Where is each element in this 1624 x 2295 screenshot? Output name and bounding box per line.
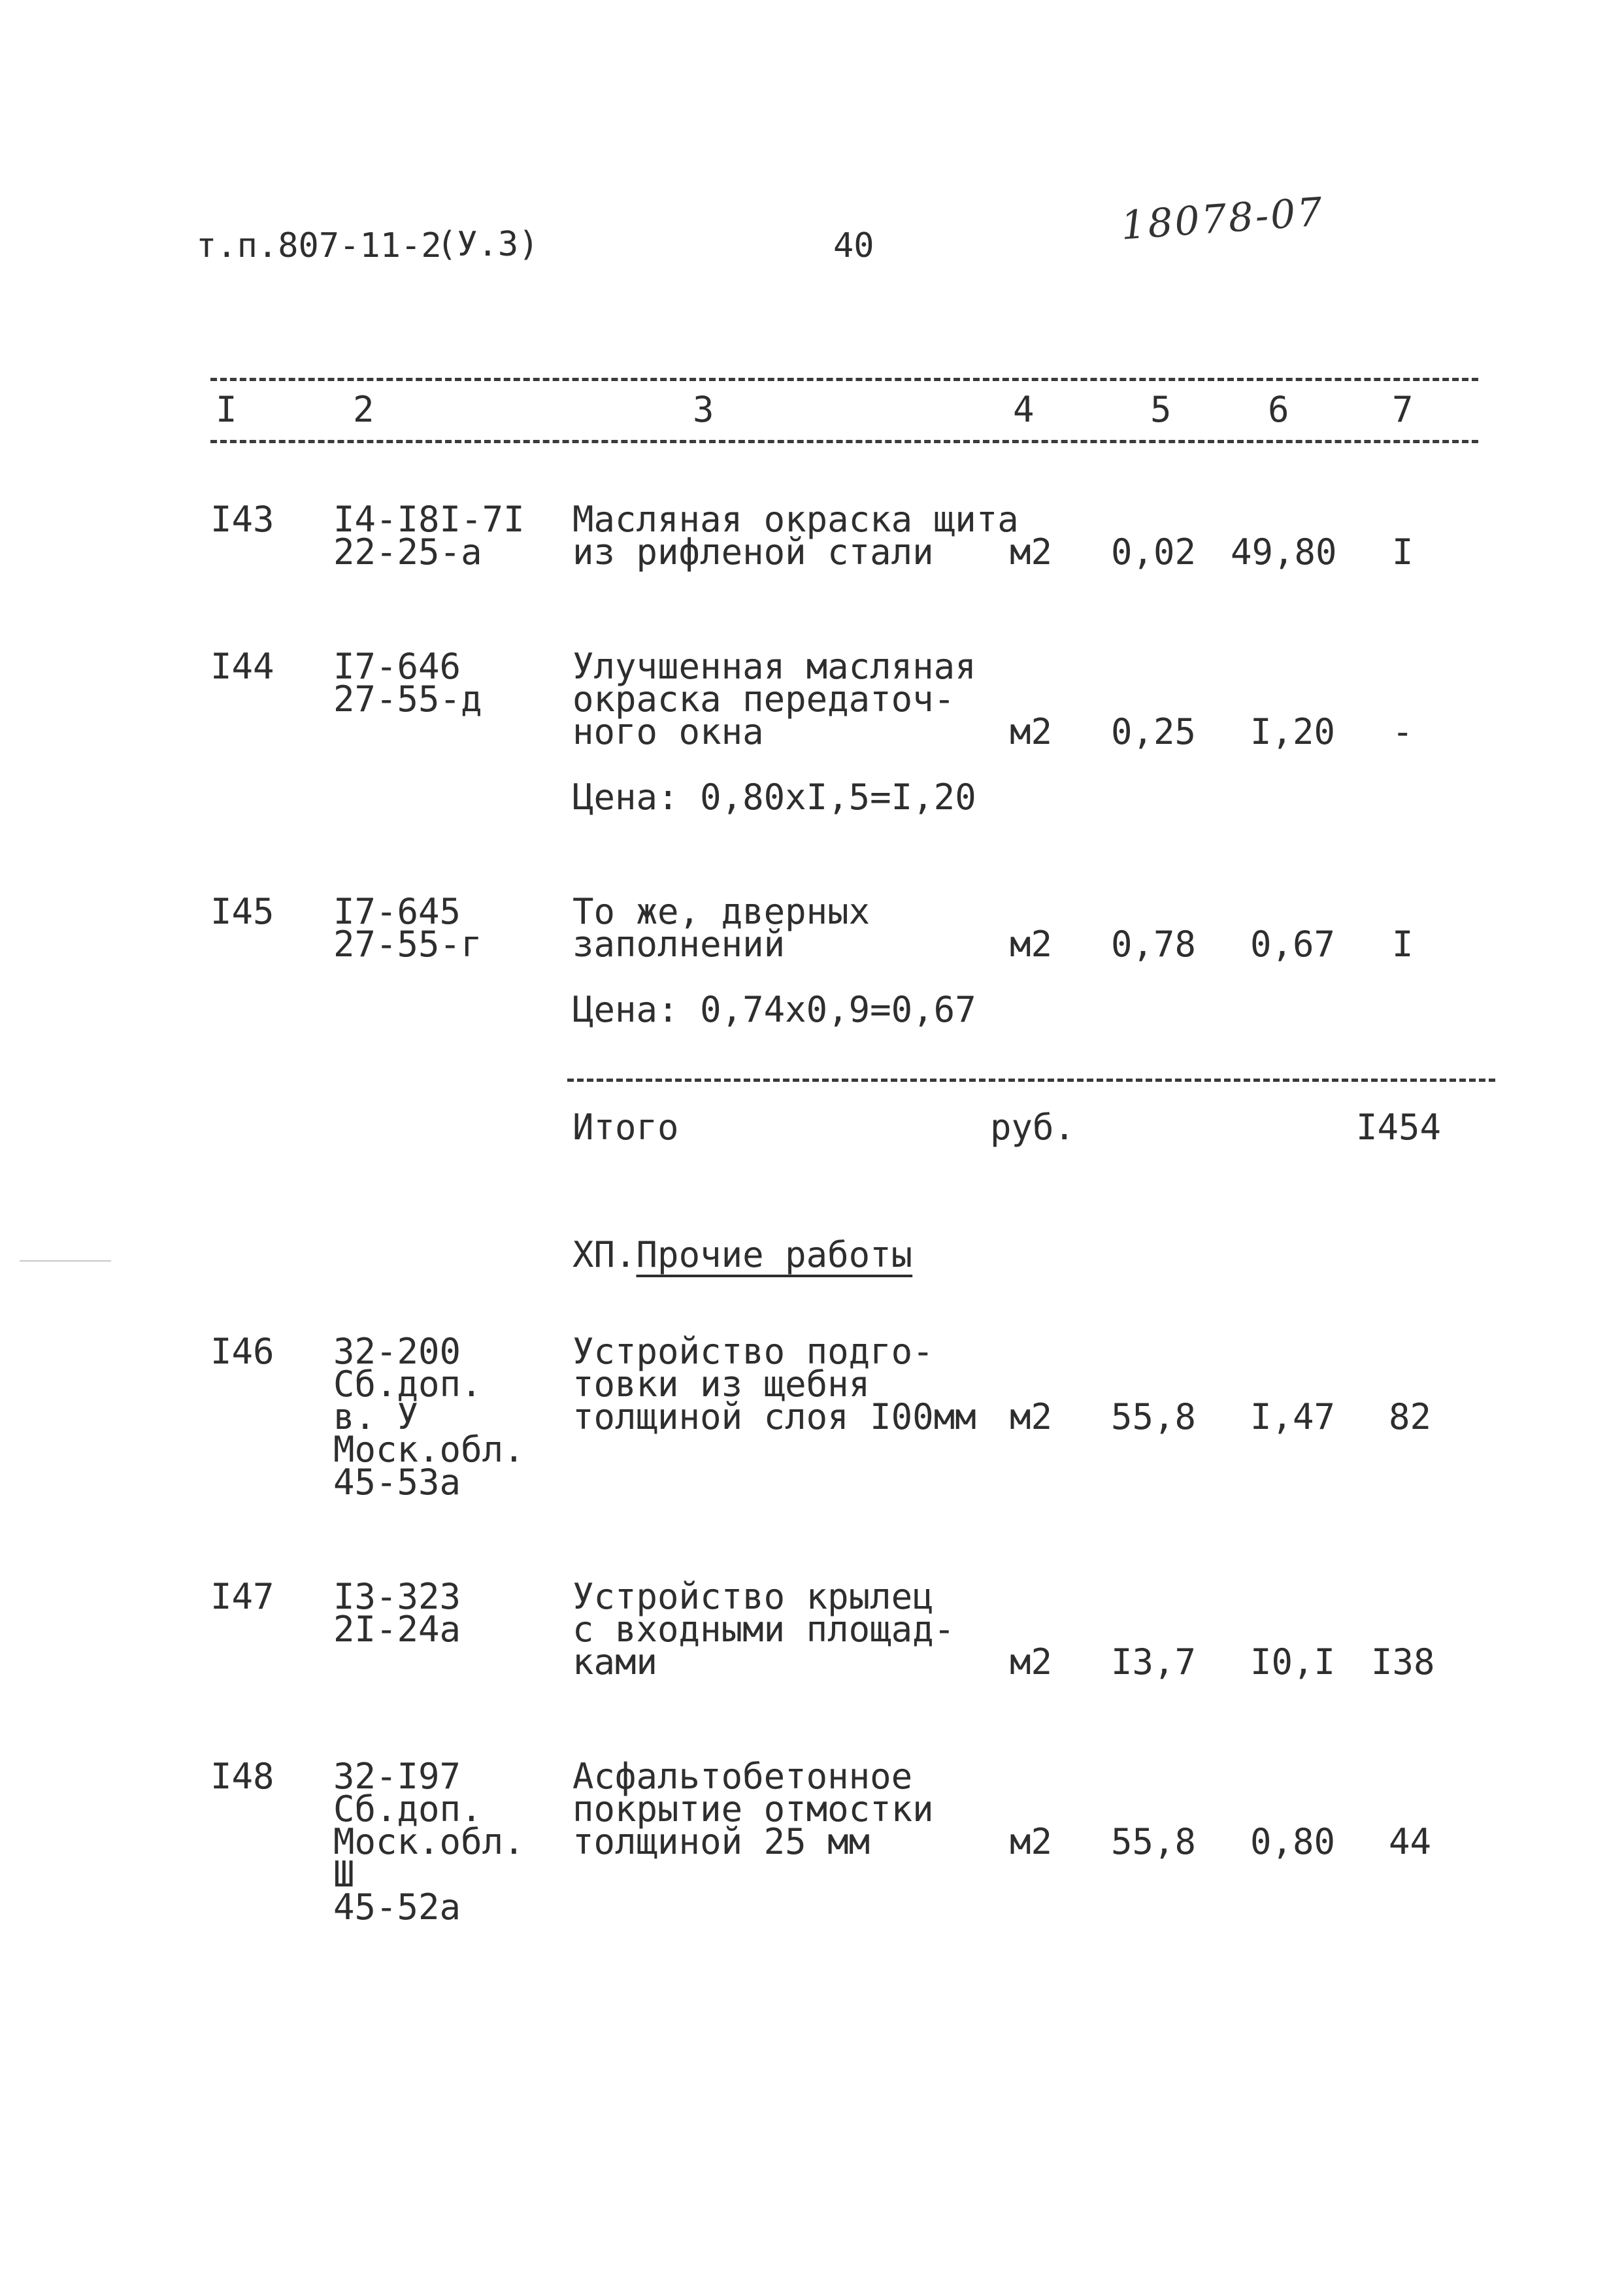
unit-cell: м2 [1010, 1821, 1053, 1862]
section-number: ХП. [572, 1234, 637, 1275]
column-header-5: 5 [1150, 389, 1172, 430]
norm-code-line: Моск.обл. [333, 1821, 525, 1862]
total-cell: I [1392, 924, 1414, 965]
norm-code-line: Сб.доп. [333, 1364, 482, 1405]
description-line: ного окна [572, 711, 764, 752]
unit-cell: м2 [1010, 1641, 1053, 1683]
quantity-cell: 0,78 [1111, 924, 1197, 965]
total-cell: I [1392, 531, 1414, 573]
norm-code-line: I7-645 [333, 891, 461, 932]
norm-code-line: I7-646 [333, 646, 461, 687]
price-cell: 49,80 [1231, 531, 1337, 573]
norm-code-line: 27-55-д [333, 678, 482, 720]
description-line: Масляная окраска щита [572, 499, 1019, 540]
column-header-4: 4 [1013, 389, 1035, 430]
norm-code-line: Ш [333, 1854, 355, 1895]
page-number: 40 [833, 226, 874, 265]
subtotal-label: Итого [572, 1107, 679, 1148]
quantity-cell: 0,25 [1111, 711, 1197, 752]
description-line: То же, дверных [572, 891, 870, 932]
norm-code-line: 45-53а [333, 1462, 461, 1503]
description-line: Устройство подго- [572, 1331, 934, 1372]
norm-code-line: I4-I8I-7I [333, 499, 525, 540]
norm-code-line: 45-52а [333, 1886, 461, 1928]
description-line: окраска передаточ- [572, 678, 955, 720]
description-line: ками [572, 1641, 658, 1683]
column-header-6: 6 [1268, 389, 1289, 430]
price-note: Цена: 0,74х0,9=0,67 [572, 989, 976, 1030]
header-top-rule [210, 378, 1478, 381]
row-number: I47 [210, 1576, 274, 1617]
quantity-cell: I3,7 [1111, 1641, 1197, 1683]
description-line: заполнений [572, 924, 786, 965]
quantity-cell: 55,8 [1111, 1821, 1197, 1862]
norm-code-line: в. У [333, 1396, 419, 1437]
unit-cell: м2 [1010, 711, 1053, 752]
description-line: Улучшенная масляная [572, 646, 976, 687]
norm-code-line: Сб.доп. [333, 1788, 482, 1830]
price-cell: I,47 [1250, 1396, 1336, 1437]
column-header-1: I [216, 389, 237, 430]
section-title: Прочие работы [636, 1234, 913, 1275]
description-line: толщиной 25 мм [572, 1821, 870, 1862]
description-line: толщиной слоя I00мм [572, 1396, 976, 1437]
price-note: Цена: 0,80хI,5=I,20 [572, 777, 976, 818]
column-header-7: 7 [1392, 389, 1414, 430]
description-line: Устройство крылец [572, 1576, 934, 1617]
total-cell: 44 [1389, 1821, 1432, 1862]
description-line: с входными площад- [572, 1609, 955, 1650]
total-cell: 82 [1389, 1396, 1432, 1437]
norm-code-line: 32-200 [333, 1331, 461, 1372]
header-bottom-rule [210, 440, 1478, 443]
unit-cell: м2 [1010, 924, 1053, 965]
quantity-cell: 55,8 [1111, 1396, 1197, 1437]
volume-label: (У.3) [437, 225, 539, 264]
description-line: из рифленой стали [572, 531, 934, 573]
unit-cell: м2 [1010, 531, 1053, 573]
unit-cell: м2 [1010, 1396, 1053, 1437]
price-cell: 0,67 [1250, 924, 1336, 965]
price-cell: I,20 [1250, 711, 1336, 752]
norm-code-line: 32-I97 [333, 1756, 461, 1797]
description-line: покрытие отмостки [572, 1788, 934, 1830]
row-number: I46 [210, 1331, 274, 1372]
norm-code-line: 2I-24а [333, 1609, 461, 1650]
subtotal-value: I454 [1356, 1107, 1442, 1148]
norm-code-line: 22-25-а [333, 531, 482, 573]
margin-mark [20, 1260, 111, 1262]
handwritten-stamp: 18078-07 [1119, 189, 1326, 249]
total-cell: I38 [1371, 1641, 1435, 1683]
price-cell: 0,80 [1250, 1821, 1336, 1862]
norm-code-line: Моск.обл. [333, 1429, 525, 1470]
row-number: I43 [210, 499, 274, 540]
document-reference: т.п.807-11-2 [196, 226, 442, 265]
description-line: Асфальтобетонное [572, 1756, 913, 1797]
description-line: товки из щебня [572, 1364, 870, 1405]
row-number: I44 [210, 646, 274, 687]
section-heading [572, 1234, 913, 1275]
column-header-2: 2 [353, 389, 374, 430]
row-number: I48 [210, 1756, 274, 1797]
subtotal-unit: руб. [990, 1107, 1076, 1148]
norm-code-line: 27-55-г [333, 924, 482, 965]
norm-code-line: I3-323 [333, 1576, 461, 1617]
total-cell: - [1392, 711, 1414, 752]
quantity-cell: 0,02 [1111, 531, 1197, 573]
column-header-3: 3 [693, 389, 714, 430]
row-number: I45 [210, 891, 274, 932]
price-cell: I0,I [1250, 1641, 1336, 1683]
subtotal-rule [567, 1079, 1495, 1082]
